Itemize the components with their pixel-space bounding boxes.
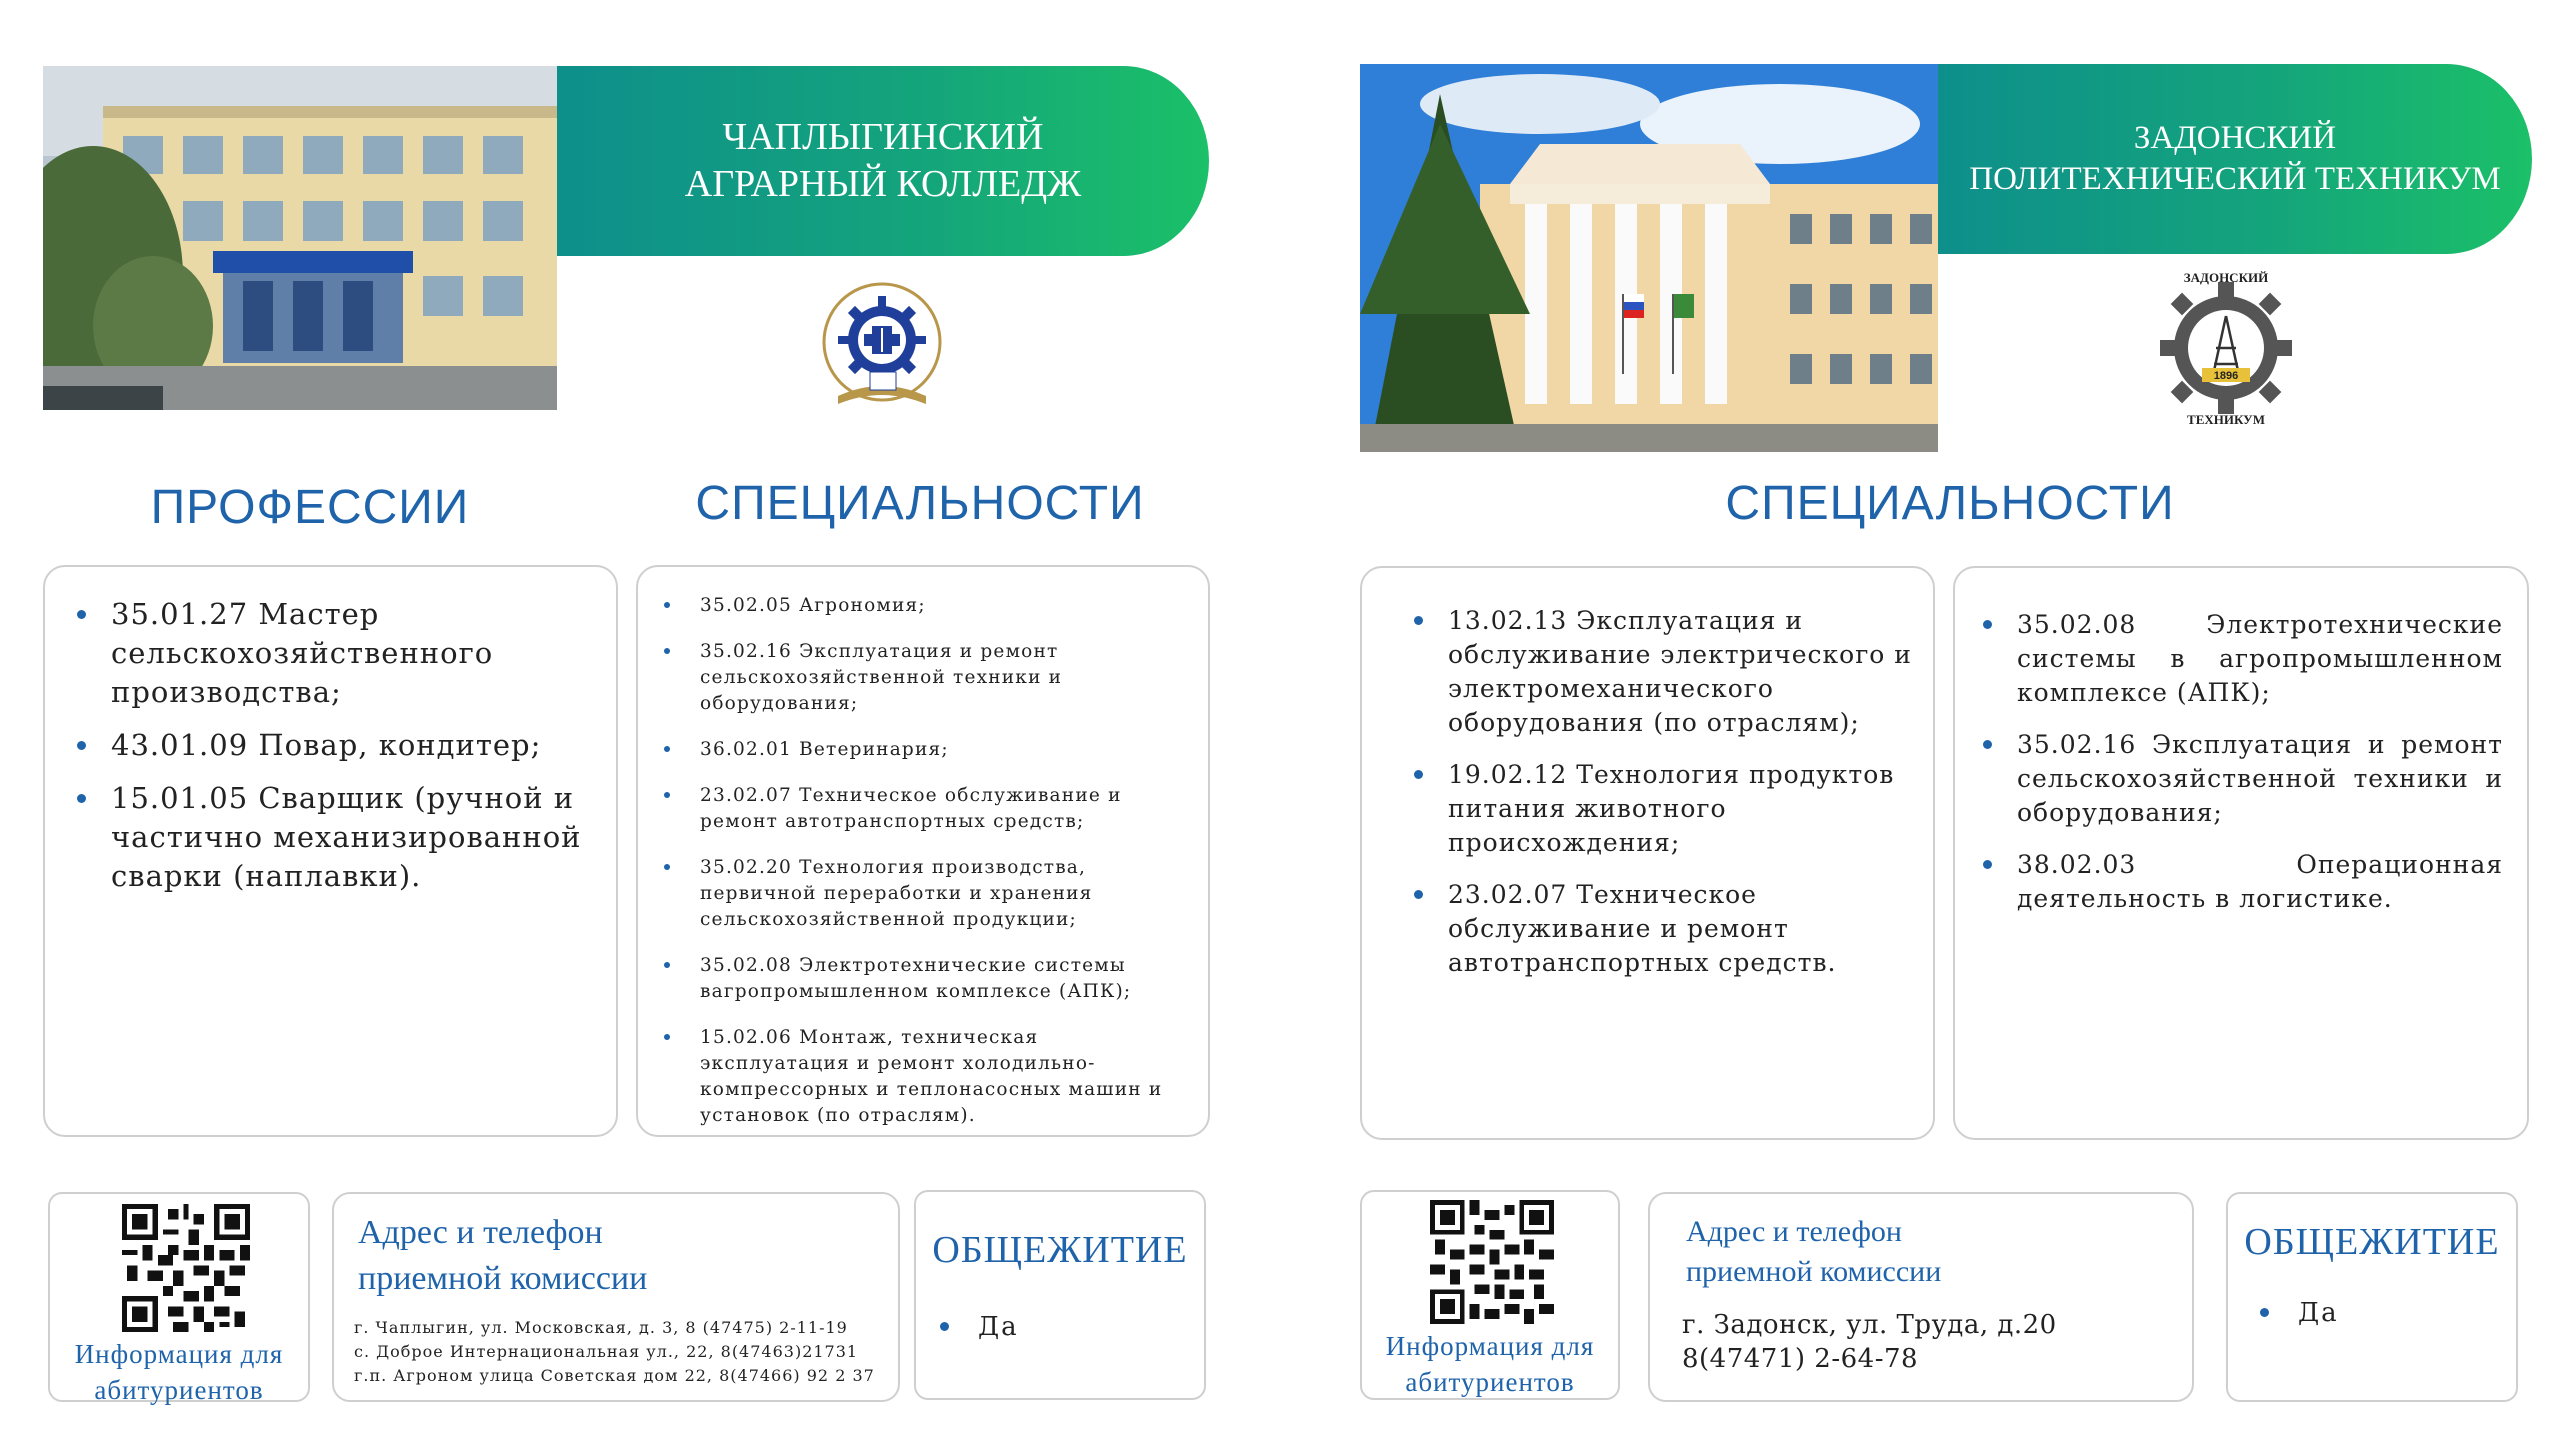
list-item: 35.02.16 Эксплуатация и ремонт сельскохозяйственной техники и оборудования; <box>2017 728 2503 830</box>
list-item: 23.02.07 Техническое обслуживание и ремонт автотранспортных средств; <box>700 783 1188 835</box>
specialties-list-right-2 <box>2017 608 2503 916</box>
list-item: 35.02.16 Эксплуатация и ремонт сельскохозяйственной техники и оборудования; <box>700 639 1188 717</box>
qr-caption-line1: Информация для <box>74 1339 284 1369</box>
contact-line: 8(47471) 2-64-78 <box>1682 1344 1919 1374</box>
admission-contacts-left <box>332 1192 900 1402</box>
college-building-photo <box>43 66 557 410</box>
contact-line: с. Доброе Интернациональная ул., 22, 8(47463)21731 <box>354 1342 859 1361</box>
qr-caption-right <box>1362 1328 1618 1400</box>
specialties-heading-left: СПЕЦИАЛЬНОСТИ <box>695 477 1145 530</box>
qr-caption-left <box>50 1336 308 1408</box>
dormitory-title: ОБЩЕЖИТИЕ <box>2244 1221 2500 1263</box>
dormitory-box-left <box>914 1190 1206 1400</box>
admission-contacts-lines <box>354 1316 875 1388</box>
school-name-line1: ЗАДОНСКИЙ <box>2133 119 2337 156</box>
list-item: 19.02.12 Технология продуктов питания животного происхождения; <box>1448 758 1913 860</box>
dormitory-value: Да <box>978 1312 1019 1342</box>
specialties-list-left <box>700 593 1188 1129</box>
contacts-title-line1: Адрес и телефон <box>358 1214 603 1251</box>
professions-card <box>43 565 618 1137</box>
professions-list <box>111 595 586 896</box>
admission-contacts-lines <box>1682 1308 2057 1376</box>
specialties-card-right-2 <box>1953 566 2529 1140</box>
list-item: 15.02.06 Монтаж, техническая эксплуатация и ремонт холодильно-компрессорных и теплонасосных машин и установок (по отраслям). <box>700 1025 1188 1129</box>
list-item: 23.02.07 Техническое обслуживание и ремонт автотранспортных средств. <box>1448 878 1913 980</box>
college-emblem-icon <box>808 276 958 412</box>
technical-school-emblem <box>2152 268 2300 428</box>
list-item: 43.01.09 Повар, кондитер; <box>111 726 586 765</box>
professions-heading: ПРОФЕССИИ <box>150 481 470 534</box>
qr-code-icon[interactable] <box>1430 1200 1554 1324</box>
list-item: 15.01.05 Сварщик (ручной и частично механизированной сварки (наплавки). <box>111 779 586 896</box>
contacts-title-line1: Адрес и телефон <box>1686 1215 1902 1248</box>
list-item: 35.02.20 Технология производства, первичной переработки и хранения сельскохозяйственной продукции; <box>700 855 1188 933</box>
emblem-year: 1896 <box>2213 370 2239 382</box>
emblem-bottom-text: ТЕХНИКУМ <box>2187 412 2265 427</box>
list-item: 13.02.13 Эксплуатация и обслуживание электрического и электромеханического оборудования (по отраслям); <box>1448 604 1913 740</box>
technical-school-photo <box>1360 64 1938 452</box>
school-name-line2: ПОЛИТЕХНИЧЕСКИЙ ТЕХНИКУМ <box>1969 161 2501 197</box>
college-name-line1: ЧАПЛЫГИНСКИЙ <box>722 115 1044 158</box>
specialties-card-right-1 <box>1360 566 1935 1140</box>
college-name-line2: АГРАРНЫЙ КОЛЛЕДЖ <box>684 163 1082 205</box>
list-item: 35.01.27 Мастер сельскохозяйственного производства; <box>111 595 586 712</box>
qr-caption-line1: Информация для <box>1385 1331 1595 1361</box>
dormitory-value: Да <box>2298 1298 2339 1328</box>
contact-line: г.п. Агроном улица Советская дом 22, 8(47466) 92 2 37 <box>354 1366 875 1385</box>
qr-code-box-right[interactable] <box>1360 1190 1620 1400</box>
qr-caption-line2: абитуриентов <box>1405 1367 1575 1397</box>
qr-code-box-left[interactable] <box>48 1192 310 1405</box>
list-item: 35.02.05 Агрономия; <box>700 593 1188 619</box>
contacts-title-line2: приемной комиссии <box>1686 1255 1942 1288</box>
specialties-card-left <box>636 565 1210 1137</box>
technical-school-name-banner <box>1938 64 2532 254</box>
list-item: 35.02.08 Электротехнические системы в агропромышленном комплексе (АПК); <box>2017 608 2503 710</box>
list-item: 35.02.08 Электротехнические системы вагропромышленном комплексе (АПК); <box>700 953 1188 1005</box>
list-item: 36.02.01 Ветеринария; <box>700 737 1188 763</box>
contacts-title-line2: приемной комиссии <box>358 1260 648 1297</box>
contact-line: г. Чаплыгин, ул. Московская, д. 3, 8 (47475) 2-11-19 <box>354 1318 848 1337</box>
specialties-heading-right: СПЕЦИАЛЬНОСТИ <box>1725 477 2175 530</box>
admission-contacts-right <box>1648 1192 2194 1402</box>
dormitory-box-right <box>2226 1192 2518 1402</box>
list-item: 38.02.03 Операционная деятельность в логистике. <box>2017 848 2503 916</box>
qr-code-icon[interactable] <box>122 1204 250 1332</box>
qr-caption-line2: абитуриентов <box>94 1375 264 1405</box>
specialties-list-right-1 <box>1448 604 1913 980</box>
admission-contacts-title <box>358 1210 647 1302</box>
dormitory-title: ОБЩЕЖИТИЕ <box>932 1229 1188 1271</box>
emblem-top-text: ЗАДОНСКИЙ <box>2183 270 2269 285</box>
college-name-banner <box>557 66 1209 256</box>
contact-line: г. Задонск, ул. Труда, д.20 <box>1682 1310 2057 1340</box>
admission-contacts-title <box>1686 1212 1941 1292</box>
